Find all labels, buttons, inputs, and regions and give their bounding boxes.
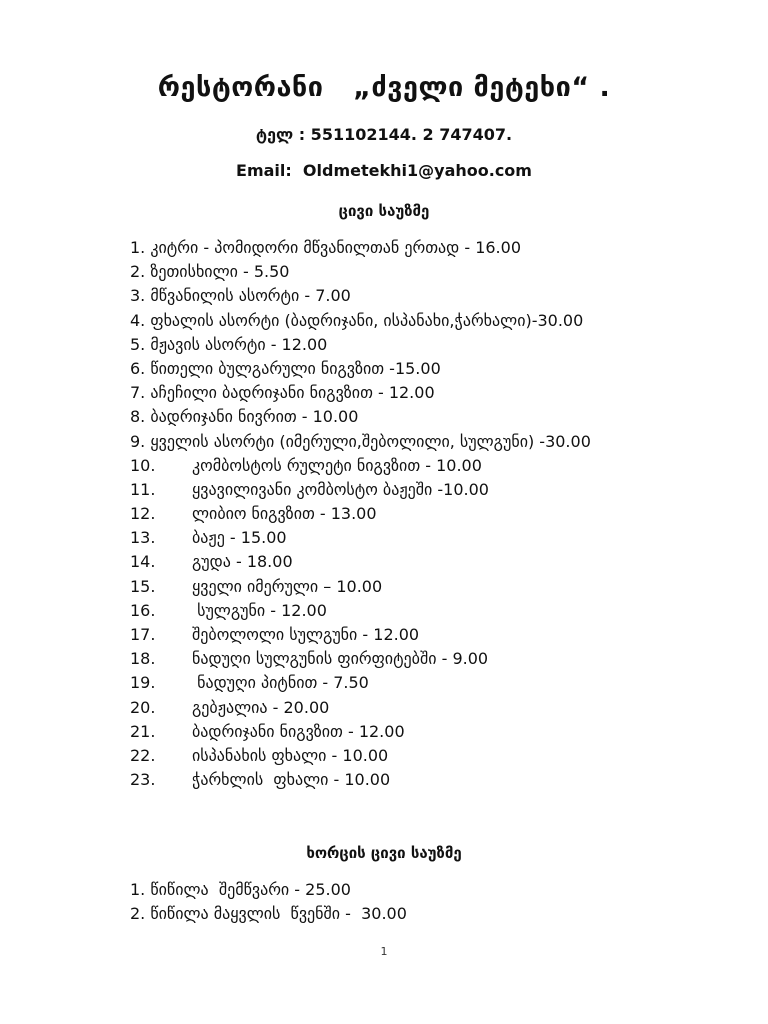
menu-item-number: 2.	[130, 262, 146, 282]
menu-item-text: ფხალის ასორტი (ბადრიჯანი, ისპანახი,ჭარხალი)-30.00	[150, 310, 584, 330]
menu-item	[130, 502, 688, 526]
menu-item-number: 1.	[130, 238, 146, 257]
menu-item-text: წითელი ბულგარული ნიგვზით -15.00	[150, 358, 441, 378]
section-title-cold-appetizers: ცივი საუზმე	[338, 202, 430, 220]
menu-item-text: გუდა - 18.00	[192, 552, 293, 572]
menu-item-number: 19.	[130, 673, 156, 693]
menu-item	[130, 357, 688, 381]
menu-item-text: ლიბიო ნიგვზით - 13.00	[192, 504, 377, 524]
menu-item-number: 11.	[130, 479, 156, 499]
menu-item-number: 18.	[130, 649, 156, 669]
menu-item	[130, 720, 688, 744]
menu-item	[130, 454, 688, 478]
menu-item-number: 23.	[130, 770, 156, 790]
menu-item	[130, 478, 688, 502]
menu-item-text: კიტრი - პომიდორი მწვანილთან ერთად - 16.00	[150, 238, 521, 257]
menu-item-number: 1.	[130, 880, 146, 899]
menu-item	[130, 623, 688, 647]
menu-item-number: 2.	[130, 904, 146, 924]
menu-item-number: 15.	[130, 576, 156, 596]
menu-item	[130, 671, 688, 695]
section-title-cold-meat-appetizers: ხორცის ცივი საუზმე	[306, 844, 462, 862]
menu-item	[130, 744, 688, 768]
menu-item	[130, 260, 688, 284]
menu-item	[130, 526, 688, 550]
menu-item-number: 6.	[130, 358, 146, 378]
menu-item-number: 16.	[130, 600, 156, 620]
menu-item-number: 12.	[130, 504, 156, 524]
menu-item-text: კომბოსტოს რულეტი ნიგვზით - 10.00	[192, 455, 482, 475]
menu-item	[130, 599, 688, 623]
menu-item-number: 21.	[130, 721, 156, 741]
cold-meat-appetizers-list	[130, 878, 688, 926]
menu-item-number: 10.	[130, 455, 156, 475]
menu-item-text: აჩეჩილი ბადრიჯანი ნიგვზით - 12.00	[150, 383, 435, 403]
menu-item-number: 5.	[130, 334, 146, 354]
menu-item	[130, 550, 688, 574]
menu-item-number: 3.	[130, 286, 146, 306]
phone-line: ტელ : 551102144. 2 747407.	[255, 125, 513, 144]
menu-item-text: ჭარხლის ფხალი - 10.00	[192, 770, 391, 790]
restaurant-title: რესტორანი „ძველი მეტეხი“ .	[157, 72, 611, 103]
menu-item	[130, 333, 688, 357]
menu-item-number: 17.	[130, 625, 156, 644]
menu-item	[130, 902, 688, 926]
menu-item-text: ისპანახის ფხალი - 10.00	[192, 745, 389, 765]
menu-item	[130, 284, 688, 308]
menu-item-number: 22.	[130, 745, 156, 765]
menu-item-number: 4.	[130, 310, 146, 330]
menu-item	[130, 878, 688, 902]
email-line: Email: Oldmetekhi1@yahoo.com	[236, 161, 532, 180]
menu-item-number: 14.	[130, 552, 156, 572]
menu-item	[130, 236, 688, 260]
menu-item	[130, 405, 688, 429]
menu-item-text: ყველის ასორტი (იმერული,შებოლილი, სულგუნი) -30.00	[150, 431, 591, 451]
menu-item	[130, 430, 688, 454]
cold-appetizers-list	[130, 236, 688, 792]
menu-item	[130, 647, 688, 671]
menu-item-text: ყველი იმერული – 10.00	[192, 576, 383, 596]
menu-item-text: სულგუნი - 12.00	[192, 600, 327, 620]
menu-item-text: ნადუღი სულგუნის ფირფიტებში - 9.00	[192, 649, 489, 669]
menu-item	[130, 309, 688, 333]
menu-item-text: შებოლოლი სულგუნი - 12.00	[192, 625, 420, 644]
menu-item-text: ნადუღი პიტნით - 7.50	[192, 673, 369, 693]
menu-item	[130, 768, 688, 792]
page-number: 1	[380, 945, 388, 958]
menu-item-text: ყვავილივანი კომბოსტო ბაჟეში -10.00	[192, 479, 489, 499]
menu-item	[130, 381, 688, 405]
menu-item-number: 13.	[130, 528, 156, 548]
menu-item-text: წიწილა შემწვარი - 25.00	[150, 880, 351, 899]
menu-item-text: ბადრიჯანი ნივრით - 10.00	[150, 407, 359, 427]
menu-item-number: 9.	[130, 431, 146, 451]
menu-item	[130, 696, 688, 720]
menu-item-text: ბაჟე - 15.00	[192, 528, 287, 548]
menu-item	[130, 575, 688, 599]
menu-item-number: 8.	[130, 407, 146, 427]
menu-item-number: 7.	[130, 383, 146, 403]
menu-item-number: 20.	[130, 697, 156, 717]
menu-item-text: ზეთისხილი - 5.50	[150, 262, 290, 282]
menu-item-text: მჟავის ასორტი - 12.00	[150, 334, 328, 354]
menu-item-text: გებჟალია - 20.00	[192, 697, 330, 717]
menu-item-text: ბადრიჯანი ნიგვზით - 12.00	[192, 721, 405, 741]
menu-item-text: წიწილა მაყვლის წვენში - 30.00	[150, 904, 407, 924]
menu-item-text: მწვანილის ასორტი - 7.00	[150, 286, 351, 306]
